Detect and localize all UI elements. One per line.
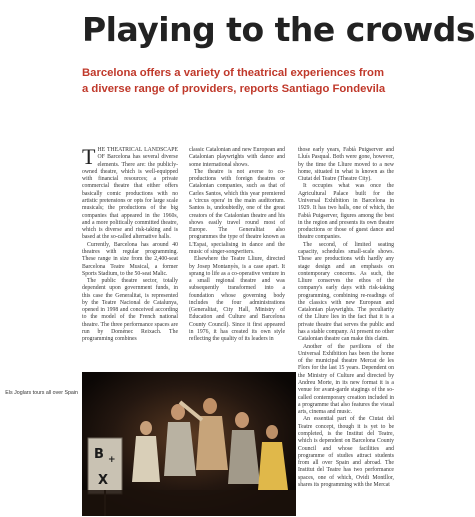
paragraph-text: Barcelona has several diverse elements. There are: the publicly-owned theatre, which is well-equipped with financial resources; a private commercial theatre that either offers basically comic productions with no artistic pretensions or opts for large scale musicals; the productions of the big companies that appeared in the 1960s, and a more politically committed theatre, which is diverse and risk-taking and is based at the so-called alternative halls. bbox=[82, 154, 179, 241]
paragraph bbox=[82, 144, 179, 242]
paragraph: An essential part of the Ciutat del Teatre concept, though it is yet to be completed, is the Institut del Teatre, which is dependent on Barcelona County Council and whose facilities and programme of studies attract students from all over Spain and abroad. The Institut del Teatre has two performance spaces, one of which, Ovidi Montllor, shares its programming with the Mercat bbox=[298, 416, 394, 488]
paragraph: Another of the pavilions of the Universal Exhibition has been the home of the municipal theatre Mercat de les Flors for the last 15 years. Dependent on the Ministry of Culture and directed by Andreu Morte, in its new format it is a venue for avant-garde stagings of the so-called contemporary creation included in a programme that also features the visual arts, cinema and music. bbox=[298, 343, 394, 416]
svg-text:X: X bbox=[98, 473, 109, 488]
paragraph: classic Catalonian and new European and Catalonian playwrights with dance and some international shows. bbox=[189, 147, 285, 168]
stage-photo bbox=[82, 372, 296, 516]
article-body bbox=[82, 144, 394, 488]
photo-caption: Els Joglars tours all over Spain bbox=[5, 390, 78, 396]
paragraph: The second, of limited seating capacity, schedules small-scale shows. These are productions with hardly any stage design and an emphasis on contemporary concerns. As such, the Lliure conserves the ethos of the company's early days with risk-taking programming, combining re-readings of the classics with new European and Catalonian playwrights. The peculiarity of the Lliure lies in the fact that it is a private theatre that serves the public and has a stable company. At present no other Catalonian theatre can make this claim. bbox=[298, 241, 394, 343]
paragraph: Elsewhere the Teatre Lliure, directed by Josep Montanyès, is a case apart. It sprang to life as a co-operative venture in a small regional theatre and was subsequently transformed into a foundation whose governing body includes the four administrations (Generalitat, City Hall, Ministry of Education and Culture and Barcelona County Council). Since it first appeared in 1976, it has created its own style reflecting the quality of its leaders in bbox=[189, 256, 285, 343]
column-1 bbox=[82, 144, 179, 372]
paragraph: It occupies what was once the Agricultural Palace built for the Universal Exhibition in Barcelona in 1929. It has two halls, one of which, the Fabià Puigserver, figures among the best in the region and presents its own theatre productions or those of guest dance and theatre companies. bbox=[298, 183, 394, 241]
svg-text:B: B bbox=[94, 447, 104, 462]
article-subtitle: Barcelona offers a variety of theatrical experiences from a diverse range of providers, reports Santiago Fondevila bbox=[82, 67, 386, 95]
svg-text:+: + bbox=[108, 455, 116, 465]
paragraph: Currently, Barcelona has around 40 theatres with regular programming. These range in size from the 2,400-seat Barcelona Teatre Musical, a former Sports Stadium, to the 50-seat Malic. bbox=[82, 241, 178, 277]
column-3 bbox=[298, 147, 394, 517]
article-title: Playing to the crowds bbox=[82, 10, 475, 49]
lead-in: HE THEATRICAL LANDSCAPE OF bbox=[97, 147, 178, 161]
stage-photo-illustration bbox=[82, 372, 296, 516]
paragraph: those early years, Fabià Puigserver and Lluís Pasqual. Both were gone, however, by the time the Lliure moved to a new home, situated in what is known as the Ciutat del Teatre (Theatre City). bbox=[298, 147, 394, 183]
drop-cap: T bbox=[82, 144, 96, 169]
paragraph: The theatre is not averse to co-productions with foreign theatres or Catalonian companies, such as that of Carles Santos, which this year premiered a 'circus opera' in the main auditorium. Santos is, undoubtedly, one of the great creators of the Catalonian theatre and his shows easily travel round most of Europe. The Generalitat also programmes the type of theatre known as L'Espai, specialising in dance and the music of singer-songwriters. bbox=[189, 168, 285, 255]
column-2 bbox=[189, 147, 285, 372]
paragraph: The public theatre sector, totally dependent upon government funds, in this case the Generalitat, is represented by the Teatre Nacional de Catalunya, opened in 1998 and conceived according to the model of the French national theatre. The three performance spaces are run by Domènec Reixach. The programming combines bbox=[82, 278, 178, 343]
